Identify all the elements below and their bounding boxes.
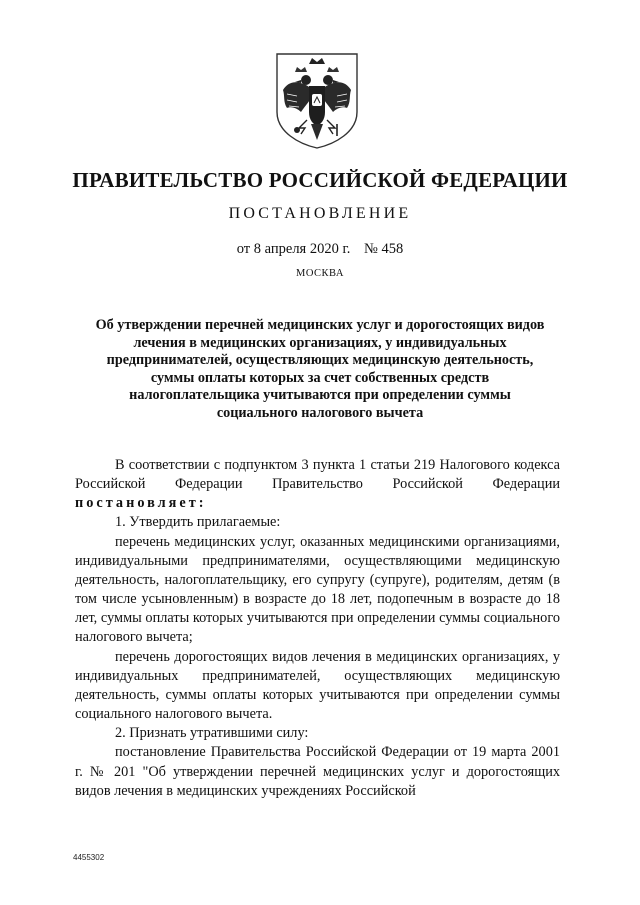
city: МОСКВА [296, 268, 344, 279]
item-1: 1. Утвердить прилагаемые: [115, 514, 281, 531]
document-type: ПОСТАНОВЛЕНИЕ [228, 205, 412, 222]
document-heading: Об утверждении перечней медицинских услуг и дорогостоящих видов лечения в медицинских организациях, у индивидуальных предпринимателей, осуществляющих медицинскую деятельность, суммы оплаты которых за счет собственных средств налогоплательщика учитываются при определении суммы социального налогового вычета [95, 317, 545, 421]
resolves-word: постановляет [75, 495, 199, 512]
item-1-list-b: перечень дорогостоящих видов лечения в медицинских организациях, у индивидуальных предпринимателей, осуществляющих медицинскую деятельность, суммы оплаты которых учитываются при определении суммы социального налогового вычета. [75, 648, 560, 723]
preamble-paragraph [75, 456, 560, 513]
document-id: 4455302 [73, 853, 105, 862]
item-2: 2. Признать утратившими силу: [115, 725, 309, 742]
document-number: № 458 [364, 241, 404, 257]
preamble-text: В соответствии с подпунктом 3 пункта 1 статьи 219 Налогового кодекса Российской Федерации Правительство Российской Федерации [75, 457, 560, 493]
organization-title: ПРАВИТЕЛЬСТВО РОССИЙСКОЙ ФЕДЕРАЦИИ [72, 168, 568, 192]
item-1-list-a: перечень медицинских услуг, оказанных медицинскими организациями, индивидуальными предпринимателями, осуществляющими медицинскую деятельность, налогоплательщику, его супругу (супруге), родителям, детям (в том числе усыновленным) в возрасте до 18 лет, подопечным в возрасте до 18 лет, суммы оплаты которых учитываются при определении суммы социального налогового вычета; [75, 533, 560, 646]
item-2-list-a: постановление Правительства Российской Федерации от 19 марта 2001 г. № 201 "Об утверждении перечней медицинских услуг и дорогостоящих видов лечения в медицинских учреждениях Российской [75, 744, 560, 799]
date-number-line [0, 241, 640, 258]
document-date: от 8 апреля 2020 г. [236, 241, 351, 257]
coat-of-arms-icon [271, 50, 363, 150]
document-body [75, 456, 560, 801]
resolves-colon: : [198, 495, 207, 512]
